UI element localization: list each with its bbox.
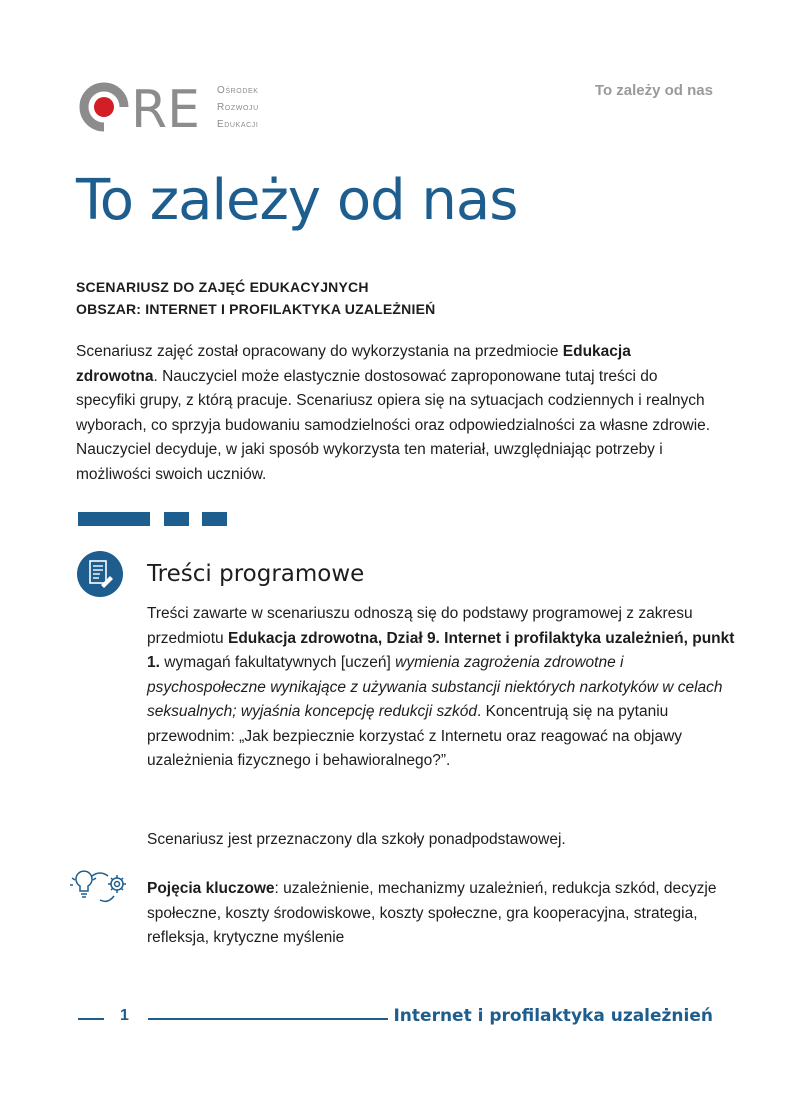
- curriculum-text-3: . Koncentrują się na pytaniu przewodnim: „Jak bezpiecznie korzystać z Internetu oraz reagować na objawy uzależnienia fizycznego i behawioralnego?”.: [147, 703, 683, 769]
- target-audience: Scenariusz jest przeznaczony dla szkoły ponadpodstawowej.: [147, 831, 566, 848]
- footer-line-middle: [148, 1018, 388, 1020]
- page-number: 1: [120, 1007, 129, 1024]
- section-title: Treści programowe: [147, 561, 365, 587]
- intro-text-end: . Nauczyciel może elastycznie dostosować zaproponowane tutaj treści do specyfiki grupy, z którą pracuje. Scenariusz opiera się na sytuacjach codziennych i realnych wyborach, co sprzyja budowaniu samodzielności oraz odpowiedzialności za własne zdrowie. Nauczyciel decyduje, w jaki sposób wykorzysta ten materiał, uwzględniając potrzeby i możliwości swoich uczniów.: [76, 367, 711, 483]
- page-title: To zależy od nas: [76, 168, 518, 233]
- document-edit-icon: [77, 551, 123, 597]
- key-concepts-label: Pojęcia kluczowe: [147, 880, 275, 897]
- logo-line-1: Ośrodek: [217, 85, 259, 96]
- bar-short-2: [202, 512, 227, 526]
- logo-institution-name: [217, 82, 259, 133]
- logo-line-3: Edukacji: [217, 119, 259, 130]
- curriculum-text-1: Treści zawarte w scenariuszu odnoszą się do podstawy programowej z zakresu przedmiotu: [147, 605, 693, 647]
- logo-line-2: Rozwoju: [217, 102, 259, 113]
- intro-subject: Edukacja zdrowotna: [76, 343, 631, 385]
- curriculum-italic: wymienia zagrożenia zdrowotne i psychospołeczne wynikające z używania substancji niektórych narkotyków w celach seksualnych; wyjaśnia koncepcję redukcji szkód: [147, 654, 723, 720]
- curriculum-text-2: wymagań fakultatywnych [uczeń]: [159, 654, 396, 671]
- logo-letters: RE: [131, 80, 200, 137]
- scenario-subtitle: [76, 276, 435, 320]
- subtitle-line-2: OBSZAR: INTERNET I PROFILAKTYKA UZALEŻNIEŃ: [76, 301, 436, 317]
- curriculum-bold: Edukacja zdrowotna, Dział 9. Internet i profilaktyka uzależnień, punkt 1.: [147, 629, 735, 671]
- decorative-bars: [78, 512, 228, 526]
- subtitle-line-1: SCENARIUSZ DO ZAJĘĆ EDUKACYJNYCH: [76, 279, 369, 295]
- lightbulb-gears-icon: [68, 870, 130, 912]
- key-concepts-list: : uzależnienie, mechanizmy uzależnień, redukcja szkód, decyzje społeczne, koszty środowiskowe, koszty społeczne, gra kooperacyjna, strategia, refleksja, krytyczne myślenie: [147, 880, 717, 946]
- intro-text-start: Scenariusz zajęć został opracowany do wykorzystania na przedmiocie: [76, 343, 563, 360]
- key-concepts: [147, 877, 737, 951]
- bar-long: [78, 512, 150, 526]
- running-title: To zależy od nas: [594, 82, 713, 99]
- bar-short-1: [164, 512, 189, 526]
- curriculum-paragraph: [147, 602, 737, 774]
- footer-line-left: [78, 1018, 104, 1020]
- footer-title: Internet i profilaktyka uzależnień: [393, 1006, 713, 1026]
- intro-paragraph: [76, 340, 716, 487]
